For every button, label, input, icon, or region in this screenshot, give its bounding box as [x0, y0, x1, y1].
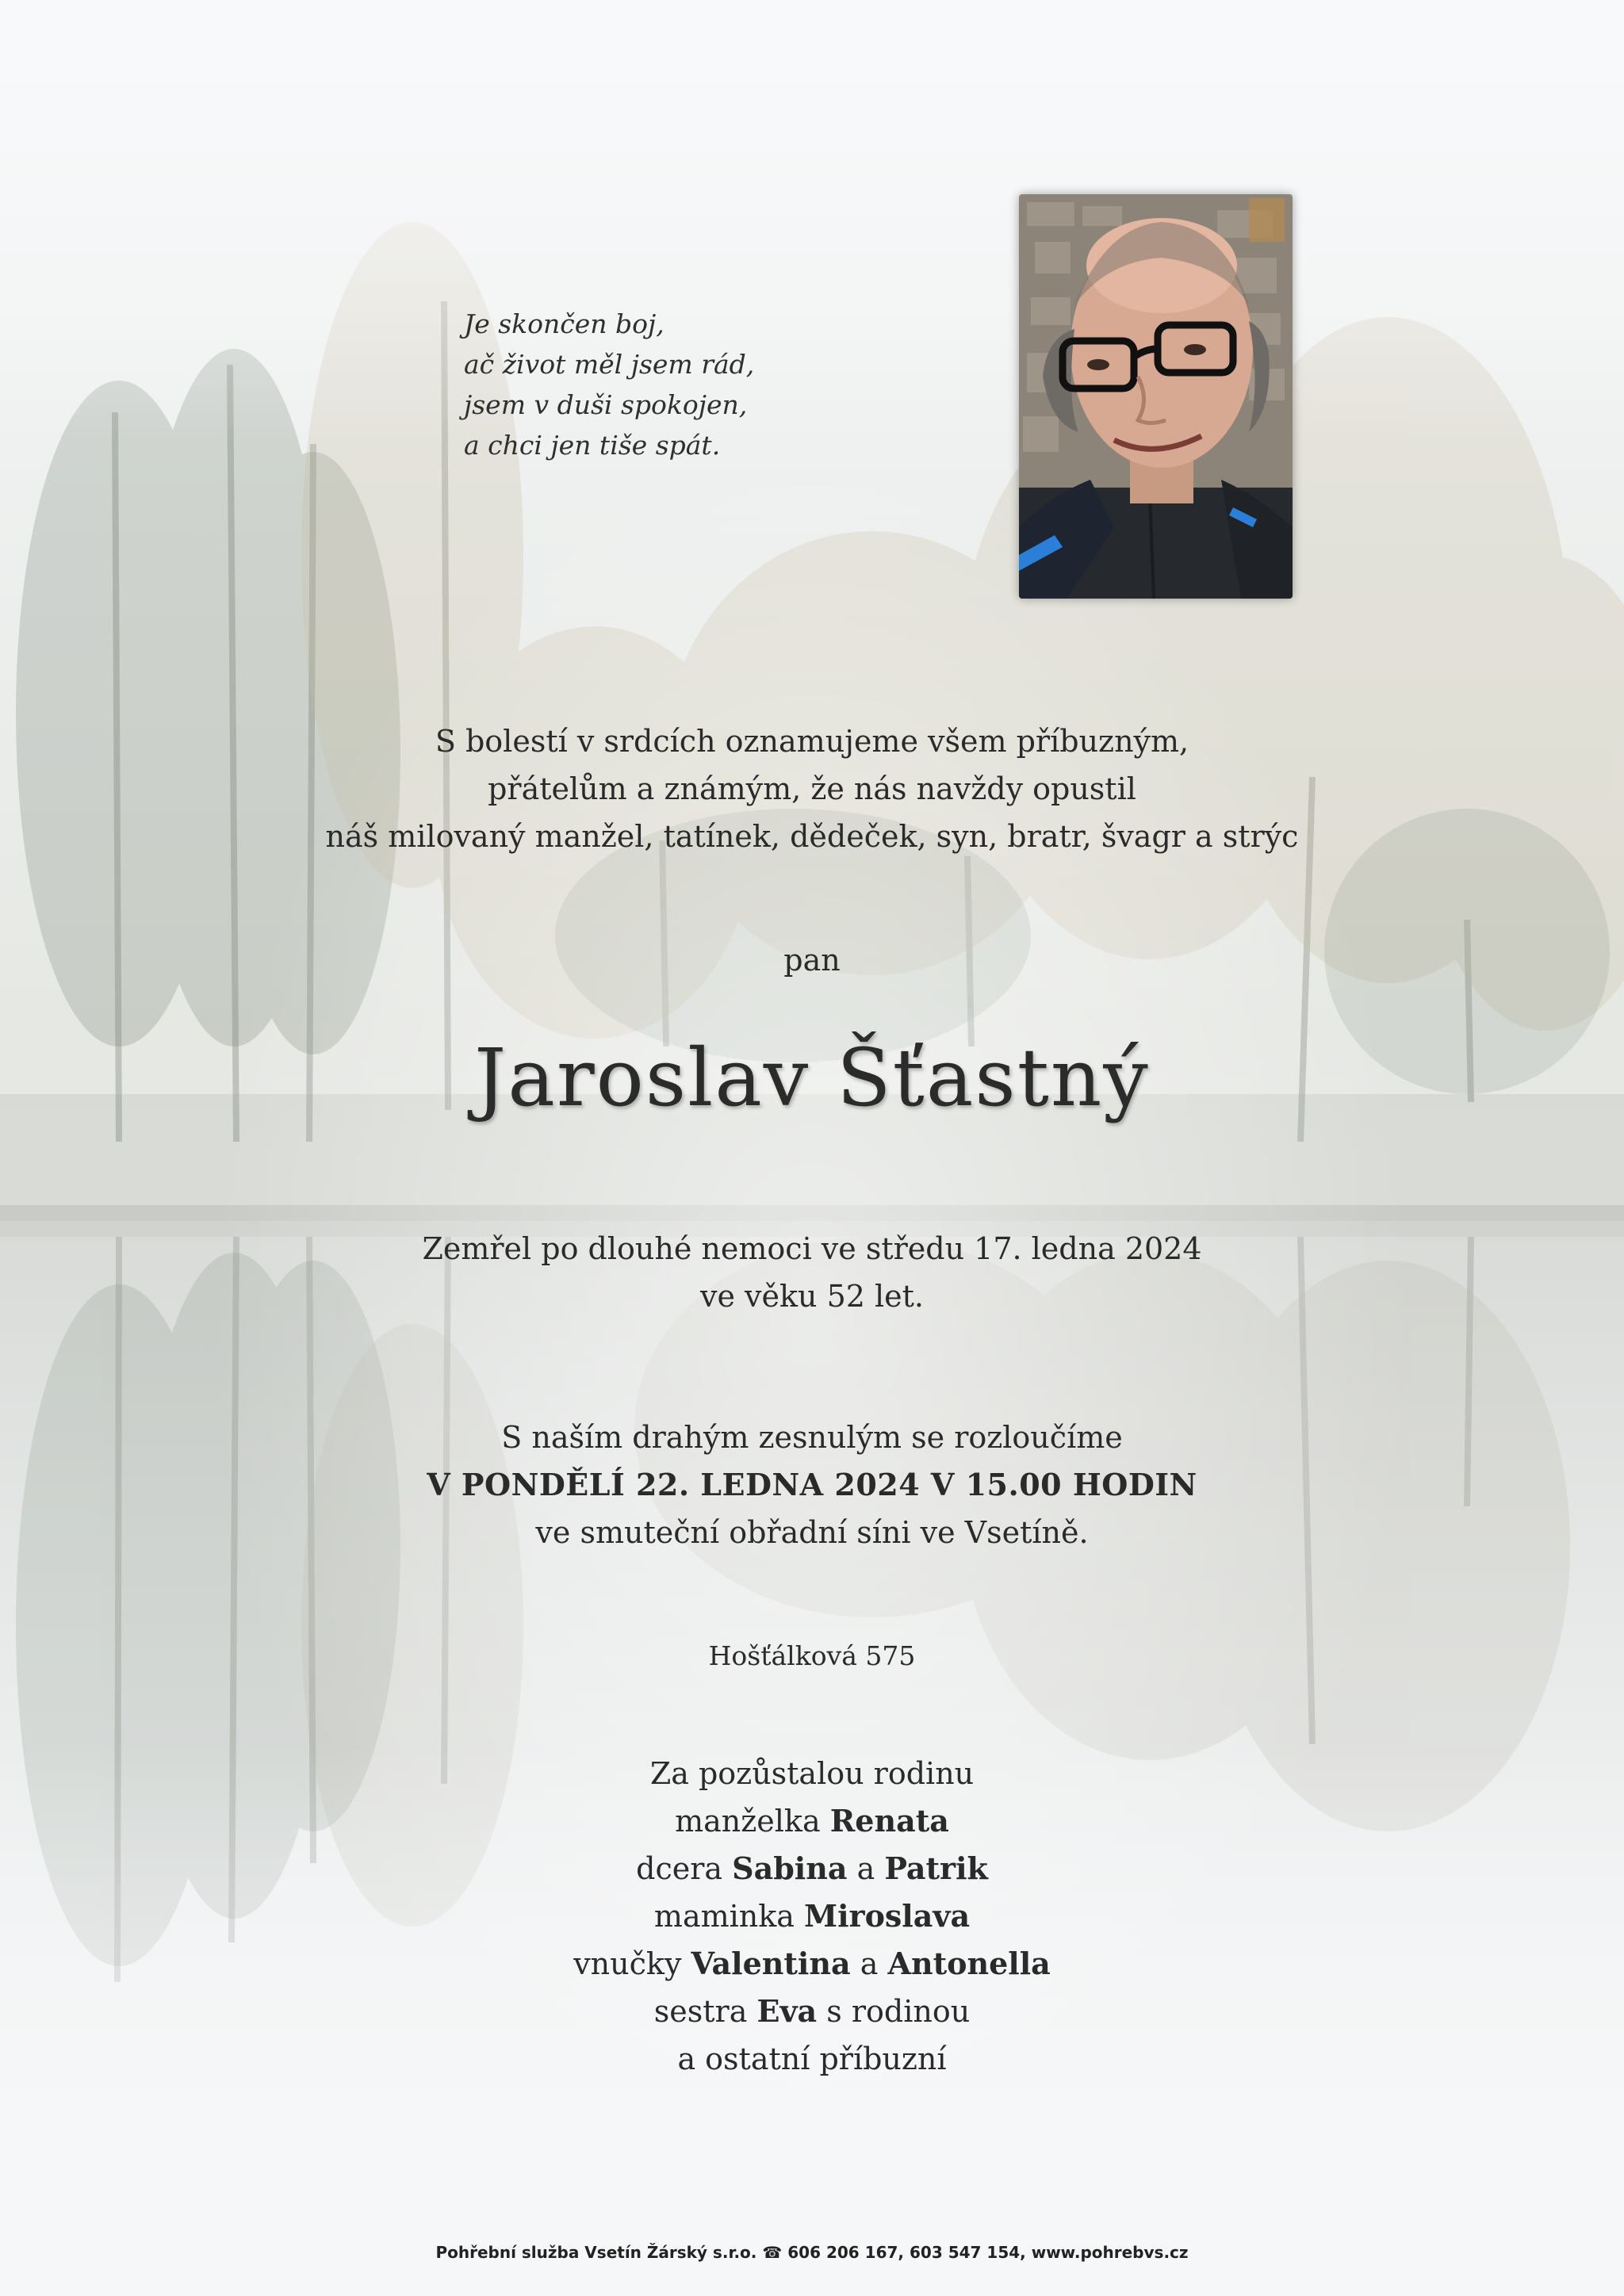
family-daughter: [0, 1845, 1624, 1892]
funeral-date-time: V PONDĚLÍ 22. LEDNA 2024 V 15.00 HODIN: [427, 1467, 1197, 1502]
poem-line: jsem v duši spokojen,: [464, 389, 748, 420]
family-sister: [0, 1988, 1624, 2035]
family-mother: [0, 1892, 1624, 1940]
funeral-info: [0, 1414, 1624, 1556]
granddaughters-label: vnučky: [573, 1946, 682, 1981]
family-wife: [0, 1797, 1624, 1845]
address: Hošťálková 575: [708, 1640, 916, 1671]
sister-name: Eva: [756, 1993, 818, 2029]
announcement-line: S bolestí v srdcích oznamujeme všem příbuzným,: [435, 724, 1189, 759]
funeral-location: ve smuteční obřadní síni ve Vsetíně.: [535, 1515, 1089, 1550]
poem-line: ač život měl jsem rád,: [464, 349, 755, 380]
mother-name: Miroslava: [804, 1898, 971, 1934]
daughter-partner-name: Patrik: [884, 1850, 988, 1886]
conjunction: a: [860, 1946, 879, 1981]
mother-label: maminka: [653, 1899, 795, 1934]
granddaughter-name: Antonella: [887, 1946, 1051, 1981]
family-others: a ostatní příbuzní: [677, 2042, 947, 2076]
family-intro: Za pozůstalou rodinu: [649, 1756, 975, 1791]
death-info: [0, 1225, 1624, 1320]
funeral-service-company: Pohřební služba Vsetín Žárský s.r.o.: [435, 2243, 757, 2262]
sister-suffix: s rodinou: [826, 1994, 971, 2029]
footer: [0, 2241, 1624, 2264]
poem-line: Je skončen boj,: [464, 308, 665, 339]
granddaughter-name: Valentina: [691, 1946, 851, 1981]
title-prefix: pan: [783, 943, 841, 978]
deceased-name: Jaroslav Šťastný: [474, 1031, 1150, 1124]
wife-name: Renata: [829, 1803, 949, 1839]
wife-label: manželka: [675, 1804, 821, 1839]
death-line: Zemřel po dlouhé nemoci ve středu 17. ledna 2024: [422, 1231, 1202, 1266]
conjunction: a: [856, 1851, 875, 1886]
portrait-photo: [1019, 194, 1293, 599]
funeral-intro: S naším drahým zesnulým se rozloučíme: [501, 1420, 1123, 1455]
daughter-name: Sabina: [732, 1850, 848, 1886]
family-list: [0, 1750, 1624, 2083]
poem: [464, 304, 797, 465]
announcement-line: náš milovaný manžel, tatínek, dědeček, syn, bratr, švagr a strýc: [325, 819, 1299, 854]
sister-label: sestra: [653, 1994, 748, 2029]
death-age: ve věku 52 let.: [700, 1279, 924, 1314]
poem-line: a chci jen tiše spát.: [464, 430, 721, 461]
family-granddaughters: [0, 1940, 1624, 1988]
footer-contacts: 606 206 167, 603 547 154, www.pohrebvs.cz: [787, 2243, 1189, 2262]
announcement-line: přátelům a známým, že nás navždy opustil: [488, 771, 1136, 806]
phone-icon: ☎: [762, 2243, 783, 2262]
announcement-intro: [0, 718, 1624, 860]
daughter-label: dcera: [636, 1851, 723, 1886]
